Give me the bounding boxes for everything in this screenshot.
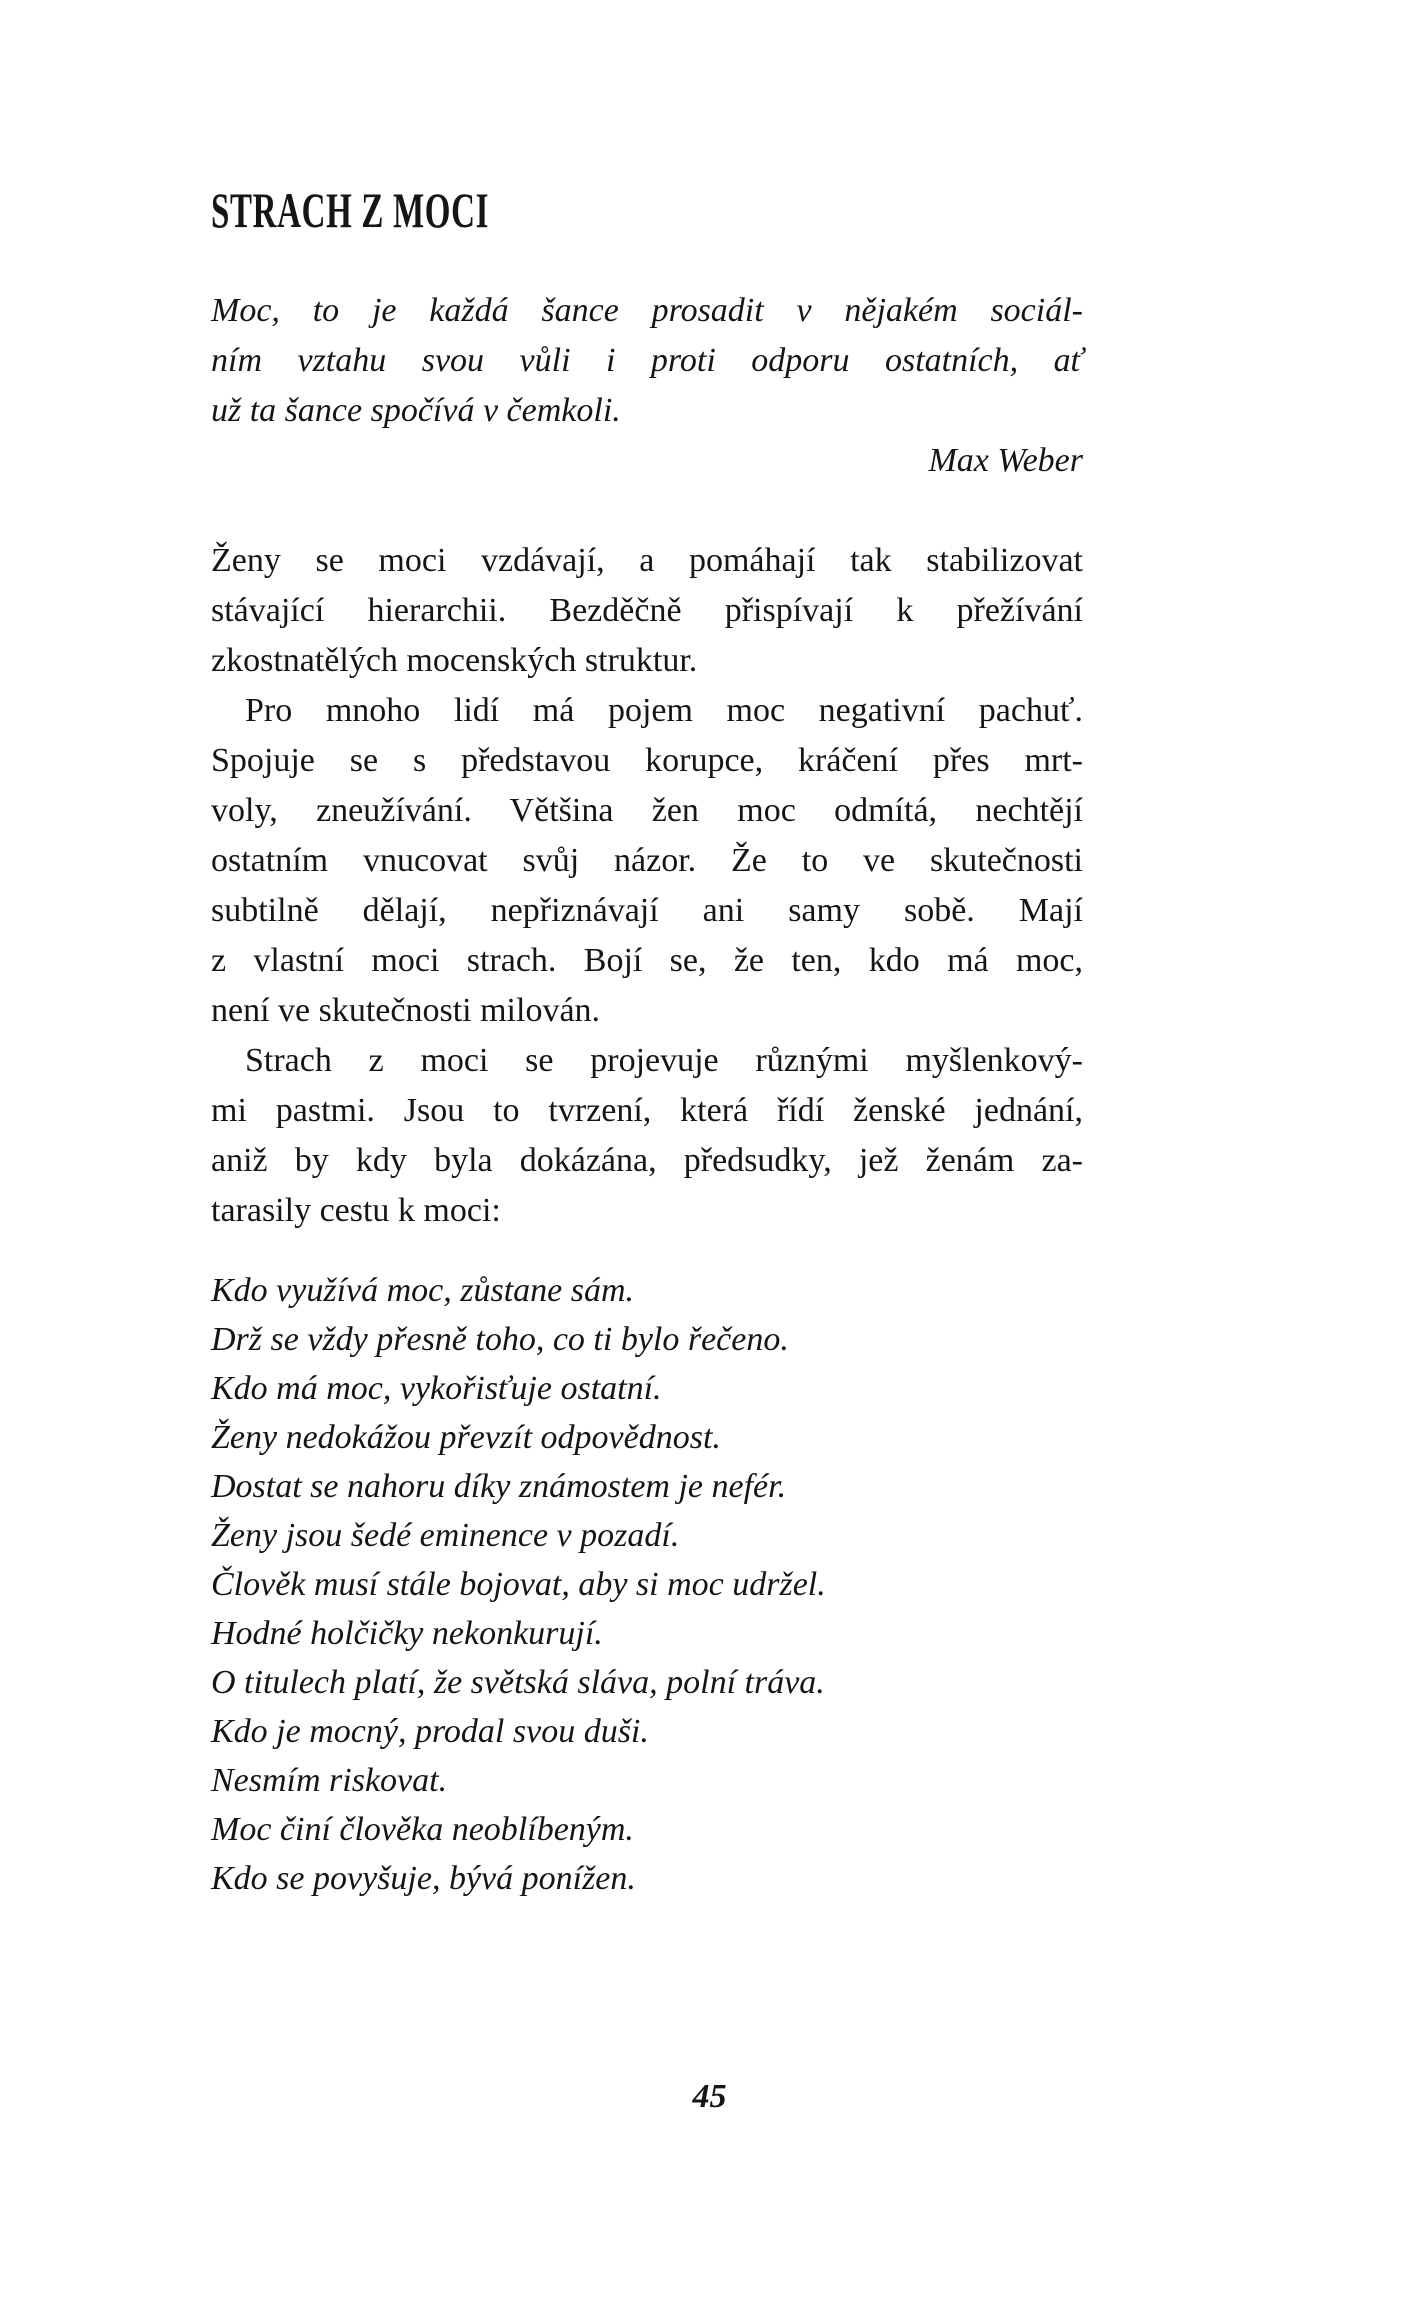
maxims-list	[211, 1266, 1083, 1903]
maxim-line: Kdo se povyšuje, bývá ponížen.	[211, 1860, 636, 1897]
maxim-line: Kdo využívá moc, zůstane sám.	[211, 1272, 635, 1309]
quote-line: ním vztahu svou vůli i proti odporu ostatních, ať	[211, 342, 1083, 379]
maxim-line: Drž se vždy přesně toho, co ti bylo řečeno.	[211, 1321, 789, 1358]
maxim-line: Nesmím riskovat.	[211, 1762, 448, 1799]
maxim-line: Moc činí člověka neoblíbeným.	[211, 1811, 634, 1848]
paragraph-line: mi pastmi. Jsou to tvrzení, která řídí ženské jednání,	[211, 1092, 1083, 1129]
quote-line: Moc, to je každá šance prosadit v nějakém sociál-	[211, 292, 1083, 329]
paragraph-line: Strach z moci se projevuje různými myšlenkový-	[245, 1042, 1083, 1079]
maxim-line: Ženy jsou šedé eminence v pozadí.	[211, 1517, 680, 1554]
page-title	[211, 184, 1083, 236]
paragraph-line: z vlastní moci strach. Bojí se, že ten, kdo má moc,	[211, 942, 1083, 979]
quote-line: už ta šance spočívá v čemkoli.	[211, 392, 621, 429]
maxim-line: Kdo má moc, vykořisťuje ostatní.	[211, 1370, 662, 1407]
maxim-line: O titulech platí, že světská sláva, polní tráva.	[211, 1664, 825, 1701]
paragraph-line: aniž by kdy byla dokázána, předsudky, jež ženám za-	[211, 1142, 1083, 1179]
paragraph-line: subtilně dělají, nepřiznávají ani samy sobě. Mají	[211, 892, 1083, 929]
paragraph	[211, 1036, 1083, 1236]
text-block	[211, 0, 1083, 1903]
paragraph-line: Pro mnoho lidí má pojem moc negativní pachuť.	[245, 692, 1083, 729]
paragraph-line: tarasily cestu k moci:	[211, 1192, 501, 1229]
maxim-line: Kdo je mocný, prodal svou duši.	[211, 1713, 649, 1750]
paragraph-line: stávající hierarchii. Bezděčně přispívají k přežívání	[211, 592, 1083, 629]
page-title-text: STRACH Z MOCI	[211, 182, 490, 238]
quote-attribution: Max Weber	[928, 442, 1083, 479]
paragraph-line: voly, zneužívání. Většina žen moc odmítá, nechtějí	[211, 792, 1083, 829]
paragraph-line: Spojuje se s představou korupce, kráčení přes mrt-	[211, 742, 1083, 779]
maxim-line: Dostat se nahoru díky známostem je nefér.	[211, 1468, 787, 1505]
paragraph	[211, 686, 1083, 1036]
epigraph-quote	[211, 286, 1083, 436]
body-paragraphs	[211, 536, 1083, 1236]
page-number: 45	[692, 2078, 727, 2115]
maxim-line: Ženy nedokážou převzít odpovědnost.	[211, 1419, 721, 1456]
paragraph	[211, 536, 1083, 686]
paragraph-line: ostatním vnucovat svůj názor. Že to ve skutečnosti	[211, 842, 1083, 879]
paragraph-line: Ženy se moci vzdávají, a pomáhají tak stabilizovat	[211, 542, 1083, 579]
paragraph-line: není ve skutečnosti milován.	[211, 992, 601, 1029]
maxim-line: Hodné holčičky nekonkurují.	[211, 1615, 603, 1652]
paragraph-line: zkostnatělých mocenských struktur.	[211, 642, 698, 679]
maxim-line: Člověk musí stále bojovat, aby si moc udržel.	[211, 1566, 826, 1603]
